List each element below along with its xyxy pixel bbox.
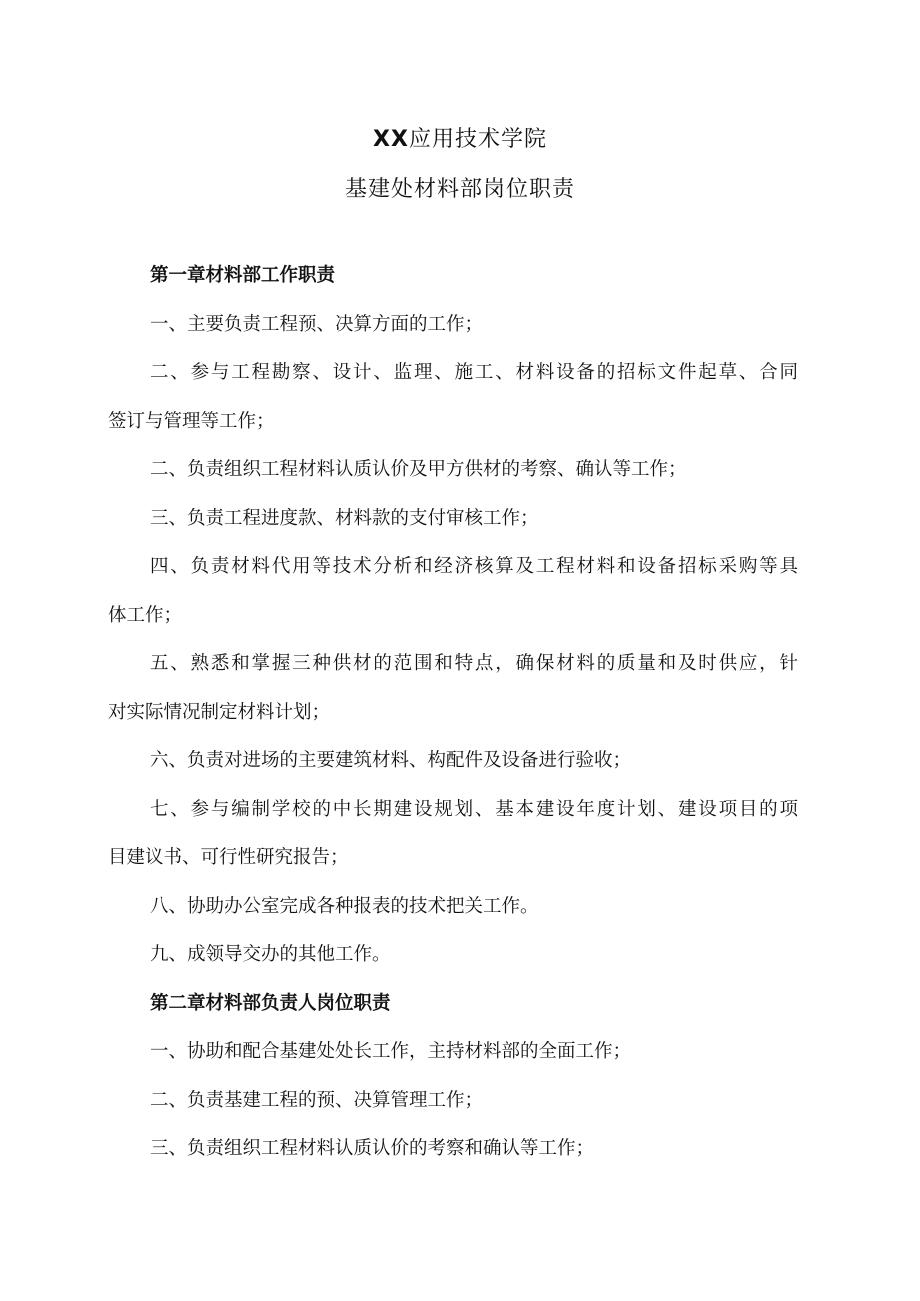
title-suffix: 应用技术学院 (408, 127, 547, 152)
document-body (108, 260, 798, 1182)
chapter-1-heading: 第一章材料部工作职责 (150, 265, 336, 286)
chapter-1-item-6-cont: 对实际情况制定材料计划； (108, 701, 331, 723)
chapter-1-item-8-cont: 目建议书、可行性研究报告； (108, 847, 349, 868)
chapter-1-item-4: 三、负责工程进度款、材料款的支付审核工作； (150, 507, 539, 529)
chapter-1-item-9: 八、协助办公室完成各种报表的技术把关工作。 (150, 895, 539, 917)
chapter-1-item-2-cont: 签订与管理等工作； (108, 410, 275, 432)
chapter-1-item-8: 七、参与编制学校的中长期建设规划、基本建设年度计划、建设项目的项 (150, 798, 798, 820)
title-prefix: XX (373, 127, 409, 152)
chapter-2-heading: 第二章材料部负责人岗位职责 (150, 992, 391, 1014)
chapter-1-item-7: 六、负责对进场的主要建筑材料、构配件及设备进行验收； (150, 750, 632, 771)
chapter-2-item-1: 一、协助和配合基建处处长工作，主持材料部的全面工作； (150, 1041, 632, 1062)
document-title (0, 125, 920, 155)
chapter-1-item-2: 二、参与工程勘察、设计、监理、施工、材料设备的招标文件起草、合同 (150, 362, 798, 383)
chapter-1-item-1: 一、主要负责工程预、决算方面的工作； (150, 313, 484, 335)
chapter-1-item-10: 九、成领导交办的其他工作。 (150, 944, 391, 965)
chapter-2-item-3: 三、负责组织工程材料认质认价的考察和确认等工作； (150, 1138, 595, 1159)
chapter-2-item-2: 二、负责基建工程的预、决算管理工作； (150, 1089, 484, 1111)
chapter-1-item-3: 二、负责组织工程材料认质认价及甲方供材的考察、确认等工作； (150, 459, 687, 480)
document-subtitle: 基建处材料部岗位职责 (344, 177, 575, 202)
chapter-1-item-5-cont: 体工作； (108, 604, 183, 626)
chapter-1-item-6: 五、熟悉和掌握三种供材的范围和特点，确保材料的质量和及时供应，针 (150, 653, 798, 674)
chapter-1-item-5: 四、负责材料代用等技术分析和经济核算及工程材料和设备招标采购等具 (150, 556, 798, 577)
